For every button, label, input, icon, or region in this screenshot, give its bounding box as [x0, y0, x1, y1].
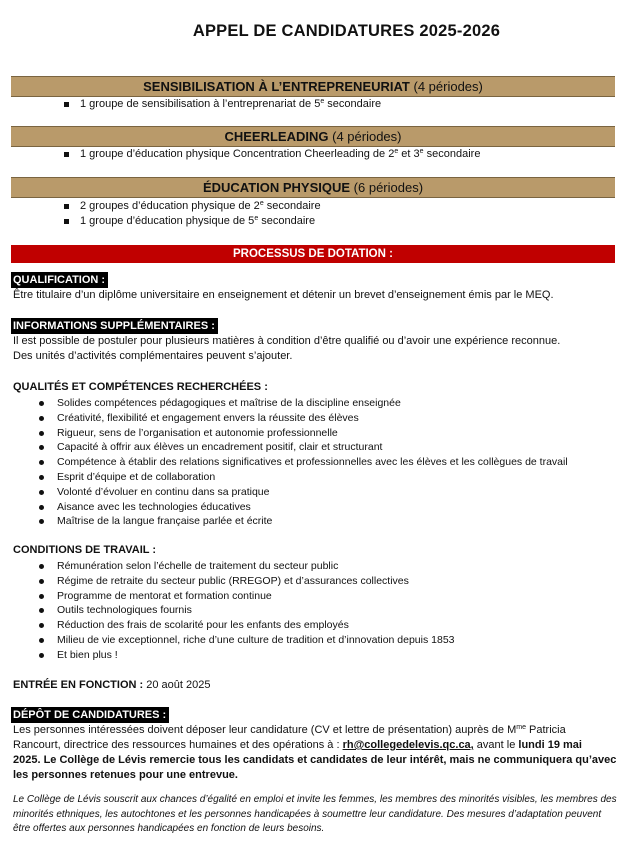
- list-item: Rigueur, sens de l’organisation et autonomie professionnelle: [37, 426, 568, 441]
- list-item: Réduction des frais de scolarité pour les enfants des employés: [37, 618, 455, 633]
- list-item: Solides compétences pédagogiques et maîtrise de la discipline enseignée: [37, 396, 568, 411]
- list-item: Créativité, flexibilité et engagement envers la réussite des élèves: [37, 411, 568, 426]
- process-header: PROCESSUS DE DOTATION :: [11, 245, 615, 263]
- section-periods: (4 périodes): [332, 129, 402, 144]
- list-item: Aisance avec les technologies éducatives: [37, 500, 568, 515]
- qualification-label: QUALIFICATION :: [11, 272, 108, 288]
- section-name: ÉDUCATION PHYSIQUE: [202, 180, 351, 195]
- list-item: Outils technologiques fournis: [37, 603, 455, 618]
- info-line-2: Des unités d’activités complémentaires peuvent s’ajouter.: [13, 350, 293, 362]
- equity-statement: Le Collège de Lévis souscrit aux chances d’égalité en emploi et invite les femmes, les membres des minorités visibles, les membres des minorités ethniques, les autochtones et les personnes handicapées à soumettre leur candidature. Des mesures d’adaptation peuvent être offertes aux personnes handicapées en fonction de leurs besoins.: [13, 794, 617, 834]
- conditions-label: CONDITIONS DE TRAVAIL :: [13, 544, 156, 556]
- cheerleading-list: [64, 147, 480, 162]
- list-item: 2 groupes d’éducation physique de 2e secondaire: [64, 199, 321, 214]
- list-item: 1 groupe d’éducation physique Concentration Cheerleading de 2e et 3e secondaire: [64, 147, 480, 162]
- conditions-list: [37, 559, 455, 663]
- list-item: Capacité à offrir aux élèves un encadrement positif, clair et structurant: [37, 440, 568, 455]
- list-item: Maîtrise de la langue française parlée et écrite: [37, 514, 568, 529]
- section-header-cheerleading: [11, 126, 615, 147]
- page-title: APPEL DE CANDIDATURES 2025-2026: [192, 22, 501, 40]
- deadline: lundi 19 mai: [518, 739, 582, 751]
- list-item: Esprit d’équipe et de collaboration: [37, 470, 568, 485]
- list-item: Programme de mentorat et formation continue: [37, 589, 455, 604]
- info-label: INFORMATIONS SUPPLÉMENTAIRES :: [11, 318, 218, 334]
- start-label: ENTRÉE EN FONCTION :: [13, 679, 144, 691]
- section-periods: (4 périodes): [413, 79, 483, 94]
- section-periods: (6 périodes): [353, 180, 424, 195]
- deposit-text: Les personnes intéressées doivent déposer leur candidature (CV et lettre de présentation) auprès de $M^{me}$ Patricia Rancourt, directrice des ressources humaines et des opérations à : rh@collegedelevis.qc.ca, avant le lundi 19 mai 2025. Le Collège de Lévis remercie tous les candidats et candidates de leur intérêt, mais ne communiquera qu’avec les personnes retenues pour une entrevue.: [13, 724, 617, 781]
- deposit-label: DÉPÔT DE CANDIDATURES :: [11, 707, 169, 723]
- section-header-entrepreneuriat: [11, 76, 615, 97]
- entrepreneuriat-list: [64, 97, 381, 112]
- qualification-text: Être titulaire d’un diplôme universitaire en enseignement et détenir un brevet d’enseignement émis par le MEQ.: [13, 289, 554, 301]
- start-date: 20 août 2025: [146, 679, 211, 691]
- section-header-education-physique: [11, 177, 615, 198]
- qualities-list: [37, 396, 568, 529]
- info-line-1: Il est possible de postuler pour plusieurs matières à condition d’être qualifié ou d’avoir une expérience reconnue.: [13, 335, 561, 347]
- list-item: Milieu de vie exceptionnel, riche d’une culture de tradition et d’innovation depuis 1853: [37, 633, 455, 648]
- section-name: SENSIBILISATION À L’ENTREPRENEURIAT: [143, 79, 410, 94]
- list-item: 1 groupe de sensibilisation à l’entreprenariat de 5e secondaire: [64, 97, 381, 112]
- education-physique-list: [64, 199, 321, 229]
- list-item: Et bien plus !: [37, 648, 455, 663]
- email-link[interactable]: rh@collegedelevis.qc.ca,: [342, 739, 474, 751]
- list-item: Compétence à établir des relations significatives et professionnelles avec les élèves et les collègues de travail: [37, 455, 568, 470]
- section-name: CHEERLEADING: [224, 129, 329, 144]
- start-date-line: [13, 678, 210, 693]
- qualities-label: QUALITÉS ET COMPÉTENCES RECHERCHÉES :: [13, 381, 268, 393]
- list-item: Régime de retraite du secteur public (RREGOP) et d’assurances collectives: [37, 574, 455, 589]
- list-item: 1 groupe d’éducation physique de 5e secondaire: [64, 214, 321, 229]
- list-item: Volonté d’évoluer en continu dans sa pratique: [37, 485, 568, 500]
- list-item: Rémunération selon l’échelle de traitement du secteur public: [37, 559, 455, 574]
